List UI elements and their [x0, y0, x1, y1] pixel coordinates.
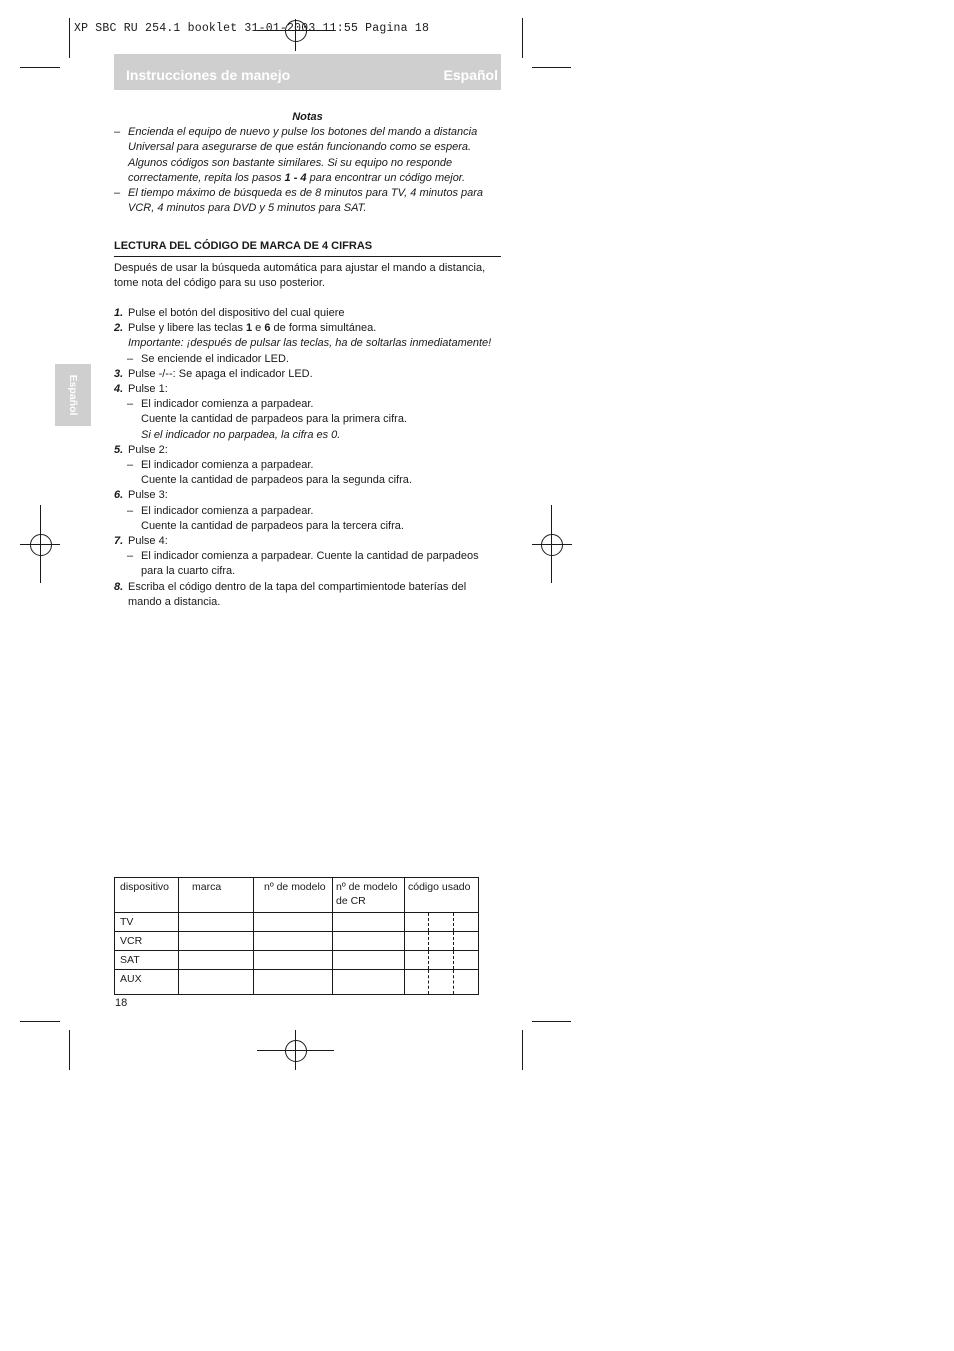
table-header-cell: nº de modelo de CR [333, 878, 405, 913]
step-5: 5. Pulse 2: [114, 443, 168, 456]
step-1: 1. Pulse el botón del dispositivo del cual quiere [114, 307, 345, 320]
device-cell: AUX [115, 970, 179, 995]
step-2-important: Importante: ¡después de pulsar las teclas, ha de soltarlas inmediatamente! [128, 337, 492, 350]
side-tab-label: Español [67, 374, 79, 416]
step-4-count: Cuente la cantidad de parpadeos para la primera cifra. [141, 413, 407, 426]
brand-cell[interactable] [179, 913, 254, 932]
cr-model-cell[interactable] [333, 951, 405, 970]
step-6-result: – El indicador comienza a parpadear. [127, 504, 314, 517]
model-cell[interactable] [254, 951, 333, 970]
code-cell[interactable] [405, 951, 479, 970]
step-2-result: – Se enciende el indicador LED. [127, 352, 289, 365]
step-8: 8. Escriba el código dentro de la tapa del compartimientode baterías del mando a distancia. [114, 580, 467, 608]
step-2: 2. Pulse y libere las teclas 1 e 6 de forma simultánea. Importante: ¡después de pulsar las teclas, ha de soltarlas inmediatamente! [114, 321, 501, 351]
step-5-result: – El indicador comienza a parpadear. [127, 459, 314, 472]
step-6-count: Cuente la cantidad de parpadeos para la tercera cifra. [141, 519, 404, 532]
brand-cell[interactable] [179, 932, 254, 951]
cr-model-cell[interactable] [333, 913, 405, 932]
step-list [114, 306, 501, 610]
step-4-result: – El indicador comienza a parpadear. [127, 398, 314, 411]
page-content [114, 110, 501, 610]
brand-cell[interactable] [179, 970, 254, 995]
header-title: Instrucciones de manejo [126, 67, 291, 83]
step-4: 4. Pulse 1: [114, 383, 168, 396]
code-cell[interactable] [405, 913, 479, 932]
table-header-cell: código usado [405, 878, 479, 913]
code-record-table [114, 877, 479, 995]
model-cell[interactable] [254, 970, 333, 995]
note-item: – El tiempo máximo de búsqueda es de 8 minutos para TV, 4 minutos para VCR, 4 minutos para DVD y 5 minutos para SAT. [114, 187, 484, 215]
model-cell[interactable] [254, 932, 333, 951]
step-7-result: – El indicador comienza a parpadear. Cuente la cantidad de parpadeos para la cuarto cifra. [127, 550, 479, 578]
language-side-tab [55, 364, 91, 426]
section-title: LECTURA DEL CÓDIGO DE MARCA DE 4 CIFRAS [114, 239, 501, 256]
device-cell: VCR [115, 932, 179, 951]
header-bar [114, 54, 501, 90]
device-cell: SAT [115, 951, 179, 970]
table-row [115, 913, 479, 932]
model-cell[interactable] [254, 913, 333, 932]
print-slug: XP SBC RU 254.1 booklet 31-01-2003 11:55 Pagina 18 [74, 22, 430, 35]
table-header-cell: marca [179, 878, 254, 913]
cr-model-cell[interactable] [333, 932, 405, 951]
device-cell: TV [115, 913, 179, 932]
header-language: Español [443, 67, 498, 83]
table-header-cell: dispositivo [115, 878, 179, 913]
table-row [115, 951, 479, 970]
page-number: 18 [115, 997, 128, 1009]
cr-model-cell[interactable] [333, 970, 405, 995]
code-cell[interactable] [405, 932, 479, 951]
step-5-count: Cuente la cantidad de parpadeos para la segunda cifra. [141, 474, 412, 487]
brand-cell[interactable] [179, 951, 254, 970]
section-intro: Después de usar la búsqueda automática para ajustar el mando a distancia, tome nota del código para su uso posterior. [114, 261, 486, 289]
step-3: 3. Pulse -/--: Se apaga el indicador LED. [114, 367, 313, 380]
step-4-note: Si el indicador no parpadea, la cifra es 0. [141, 428, 341, 441]
table-row [115, 970, 479, 995]
notes-title: Notas [292, 111, 323, 123]
step-6: 6. Pulse 3: [114, 489, 168, 502]
code-cell[interactable] [405, 970, 479, 995]
table-row [115, 932, 479, 951]
step-7: 7. Pulse 4: [114, 535, 168, 548]
table-header-cell: nº de modelo [254, 878, 333, 913]
note-item: – Encienda el equipo de nuevo y pulse los botones del mando a distancia Universal para asegurarse de que están funcionando como se espera. Algunos códigos son bastante similares. Si su equipo no responde correctamente, repita los pasos 1 - 4 para encontrar un código mejor. [114, 126, 478, 184]
table-header-row [115, 878, 479, 913]
